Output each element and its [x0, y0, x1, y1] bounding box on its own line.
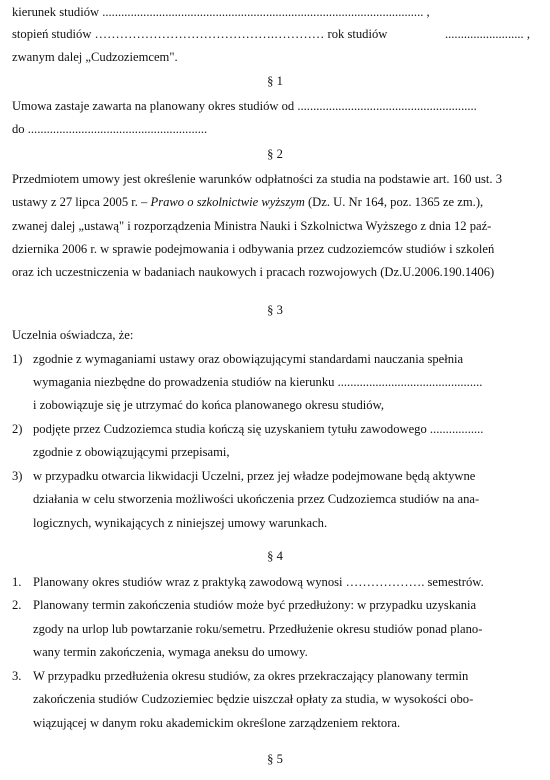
s3-item-2-line-2: zgodnie z obowiązującymi przepisami, [33, 445, 230, 459]
section-3-heading: § 3 [267, 303, 283, 317]
kierunek-line: kierunek studiów ...................................................................................................... , [12, 5, 430, 19]
zwanym-line: zwanym dalej „Cudzoziemcem". [12, 50, 178, 64]
s4-item-1-line-1: Planowany okres studiów wraz z praktyką zawodową wynosi ………………. semestrów. [33, 575, 484, 589]
s4-item-3-line-3: wiązującej w danym roku akademickim określone zarządzeniem rektora. [33, 716, 401, 730]
s2-line-1: Przedmiotem umowy jest określenie warunków odpłatności za studia na podstawie art. 160 ust. 3 [12, 172, 503, 186]
s4-item-3-line-2: zakończenia studiów Cudzoziemiec będzie uiszczał opłaty za studia, w wysokości obo- [33, 692, 474, 706]
s4-item-2-line-1: Planowany termin zakończenia studiów może być przedłużony: w przypadku uzyskania [33, 598, 477, 612]
s2-line-4: dziernika 2006 r. w sprawie podejmowania i odbywania przez cudzoziemców studiów i szkoleń [12, 242, 495, 256]
s3-item-1-number: 1) [12, 352, 23, 366]
s4-item-2-number: 2. [12, 598, 22, 612]
rok-fill: ......................... , [444, 27, 530, 41]
s1-line-1: Umowa zastaje zawarta na planowany okres studiów od ......................................................... [12, 99, 477, 113]
section-1-heading: § 1 [267, 74, 283, 88]
s3-item-3-number: 3) [12, 469, 23, 483]
s4-item-3-number: 3. [12, 669, 22, 683]
s2-line-3: zwanej dalej „ustawą" i rozporządzenia Ministra Nauki i Szkolnictwa Wyższego z dnia 12 paź- [12, 219, 492, 233]
s2-line-2 [12, 195, 483, 210]
s2-line-2-a: ustawy z 27 lipca 2005 r. – [12, 195, 148, 209]
s3-item-3-line-3: logicznych, wynikających z niniejszej umowy warunkach. [33, 516, 328, 530]
s3-item-2-number: 2) [12, 422, 23, 436]
section-5-heading: § 5 [267, 752, 283, 766]
s4-item-2-line-3: wany termin zakończenia, wymaga aneksu do umowy. [33, 645, 308, 659]
s4-item-3-line-1: W przypadku przedłużenia okresu studiów, za okres przekraczający planowany termin [33, 669, 469, 683]
act-title: Prawo o szkolnictwie wyższym [150, 195, 305, 209]
s3-item-3-line-2: działania w celu stworzenia możliwości ukończenia przez Cudzoziemca studiów na ana- [33, 492, 480, 506]
s3-item-3-line-1: w przypadku otwarcia likwidacji Uczelni, przez jej władze podejmowane będą aktywne [33, 469, 476, 483]
s3-item-1-line-1: zgodnie z wymaganiami ustawy oraz obowiązującymi standardami nauczania spełnia [33, 352, 464, 366]
section-2-heading: § 2 [267, 147, 283, 161]
s3-item-1-line-3: i zobowiązuje się je utrzymać do końca planowanego okresu studiów, [33, 398, 385, 412]
s3-item-2-line-1: podjęte przez Cudzoziemca studia kończą się uzyskaniem tytułu zawodowego ................. [33, 422, 484, 436]
s4-item-1-number: 1. [12, 575, 22, 589]
s4-item-2-line-2: zgody na urlop lub powtarzanie roku/semetru. Przedłużenie okresu studiów ponad plano- [33, 622, 483, 636]
s1-line-2: do ......................................................... [12, 122, 208, 136]
stopien-label: stopień studiów …………………………………….………… rok studiów [12, 27, 388, 41]
s3-item-1-line-2: wymagania niezbędne do prowadzenia studiów na kierunku .............................................. [33, 375, 483, 389]
s2-line-2-c: (Dz. U. Nr 164, poz. 1365 ze zm.), [307, 195, 484, 209]
s3-intro: Uczelnia oświadcza, że: [12, 328, 134, 342]
section-4-heading: § 4 [267, 549, 283, 563]
stopien-line [12, 27, 530, 42]
s2-line-5: oraz ich uczestniczenia w badaniach naukowych i pracach rozwojowych (Dz.U.2006.190.1406) [12, 265, 495, 279]
